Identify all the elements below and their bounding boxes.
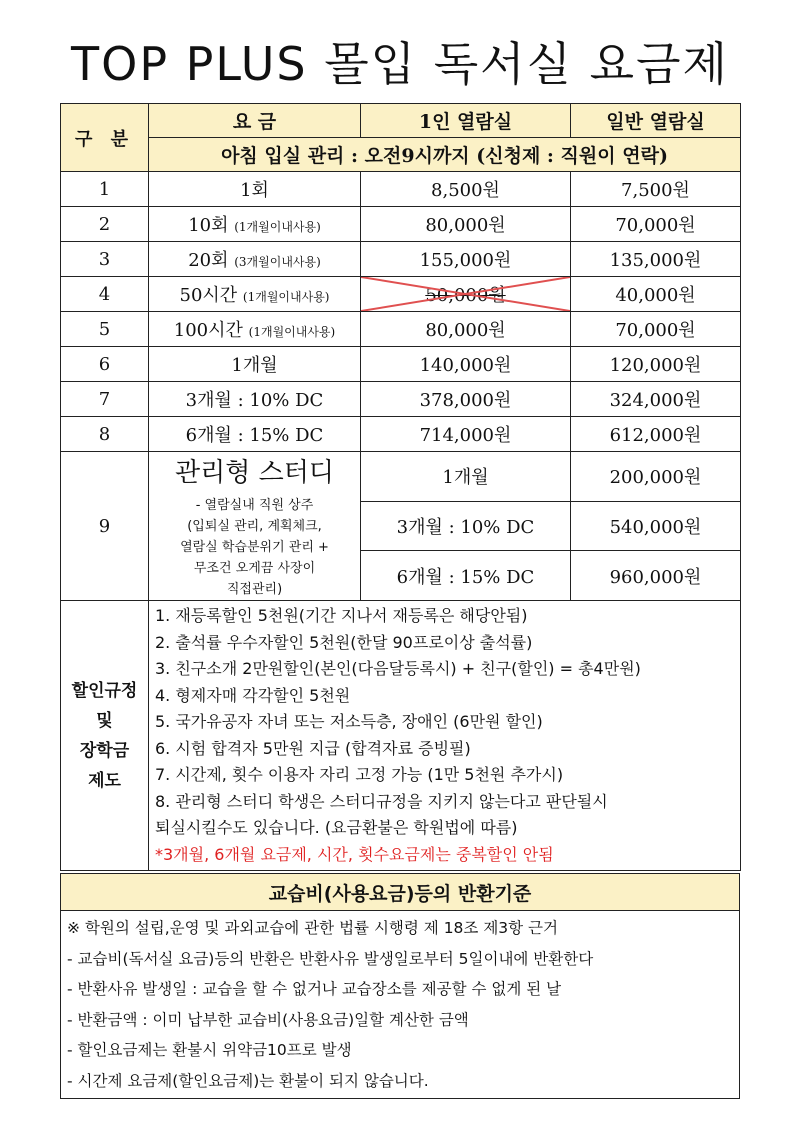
discount-item: 1. 재등록할인 5천원(기간 지나서 재등록은 해당안됨): [155, 606, 528, 625]
fee-cell: 20회 (3개월이내사용): [149, 242, 361, 277]
discount-item: 8. 관리형 스터디 학생은 스터디규정을 지키지 않는다고 판단될시: [155, 791, 608, 811]
single-price: 378,000원: [361, 382, 571, 417]
single-price: 80,000원: [361, 207, 571, 242]
general-price: 120,000원: [571, 347, 741, 382]
refund-line: - 할인요금제는 환불시 위약금10프로 발생: [67, 1041, 352, 1059]
single-room-header: 1인 열람실: [361, 104, 571, 138]
refund-line: - 교습비(독서실 요금)등의 반환은 반환사유 발생일로부터 5일이내에 반환한다: [67, 949, 594, 968]
study-description: [149, 452, 361, 601]
fee-note: (1개월이내사용): [234, 220, 321, 234]
discount-item: 6. 시험 합격자 5만원 지급 (합격자료 증빙필): [155, 738, 471, 758]
study-title: 관리형 스터디: [175, 458, 334, 488]
general-price: 40,000원: [571, 277, 741, 312]
row-number: 2: [61, 207, 149, 242]
row-number: 9: [61, 452, 149, 601]
discount-label: 할인규정 및 장학금 제도: [61, 601, 149, 871]
morning-note: 아침 입실 관리 : 오전9시까지 (신청제 : 직원이 연락): [149, 138, 741, 172]
single-price: 714,000원: [361, 417, 571, 452]
study-price: 540,000원: [571, 501, 741, 551]
study-period: 3개월 : 10% DC: [361, 501, 571, 551]
discount-item: 4. 형제자매 각각할인 5천원: [155, 685, 351, 705]
refund-line: ※ 학원의 설립,운영 및 과외교습에 관한 법률 시행령 제 18조 제3항 근거: [67, 919, 558, 937]
row-number: 6: [61, 347, 149, 382]
cross-mark-icon: [361, 277, 570, 311]
refund-line: - 시간제 요금제(할인요금제)는 환불이 되지 않습니다.: [67, 1071, 429, 1090]
refund-policy-table: [60, 873, 740, 1099]
study-period: 6개월 : 15% DC: [361, 551, 571, 601]
row-number: 1: [61, 172, 149, 207]
row-number: 4: [61, 277, 149, 312]
row-number: 5: [61, 312, 149, 347]
discount-item: 7. 시간제, 횟수 이용자 자리 고정 가능 (1만 5천원 추가시): [155, 765, 564, 784]
fee-cell: 6개월 : 15% DC: [149, 417, 361, 452]
row-number: 7: [61, 382, 149, 417]
gubun-header: 구 분: [61, 104, 149, 172]
fee-note: (1개월이내사용): [242, 290, 330, 304]
discount-rules: [149, 601, 741, 871]
row-number: 8: [61, 417, 149, 452]
table-row: [61, 277, 741, 312]
fee-cell: 100시간 (1개월이내사용): [149, 312, 361, 347]
table-row: [61, 347, 741, 382]
table-row: [61, 382, 741, 417]
general-room-header: 일반 열람실: [571, 104, 741, 138]
study-price: 960,000원: [571, 551, 741, 601]
table-row: [61, 417, 741, 452]
single-price: 8,500원: [361, 172, 571, 207]
study-desc-line: 무조건 오게끔 사장이: [193, 561, 316, 576]
single-price: 155,000원: [361, 242, 571, 277]
refund-body: [61, 911, 740, 1099]
study-period: 1개월: [361, 452, 571, 502]
refund-line: - 반환사유 발생일 : 교습을 할 수 없거나 교습장소를 제공할 수 없게 된 날: [67, 980, 562, 998]
price-table: [60, 103, 741, 871]
table-row: [61, 242, 741, 277]
fee-cell: 1회: [149, 172, 361, 207]
fee-note: (1개월이내사용): [248, 325, 336, 339]
discount-item: 5. 국가유공자 자녀 또는 저소득층, 장애인 (6만원 할인): [155, 712, 543, 731]
fee-cell: 1개월: [149, 347, 361, 382]
table-row: [61, 207, 741, 242]
single-price: 80,000원: [361, 312, 571, 347]
study-row: [61, 452, 741, 502]
discount-item: 퇴실시킬수도 있습니다. (요금환불은 학원법에 따름): [155, 818, 518, 837]
discount-row: [61, 601, 741, 871]
general-price: 612,000원: [571, 417, 741, 452]
general-price: 70,000원: [571, 207, 741, 242]
refund-line: - 반환금액 : 이미 납부한 교습비(사용요금)일할 계산한 금액: [67, 1010, 469, 1029]
table-row: [61, 312, 741, 347]
general-price: 324,000원: [571, 382, 741, 417]
fee-cell: 10회 (1개월이내사용): [149, 207, 361, 242]
general-price: 7,500원: [571, 172, 741, 207]
refund-heading: 교습비(사용요금)등의 반환기준: [61, 874, 740, 911]
row-number: 3: [61, 242, 149, 277]
single-price: 140,000원: [361, 347, 571, 382]
study-price: 200,000원: [571, 452, 741, 502]
fee-cell: 3개월 : 10% DC: [149, 382, 361, 417]
fee-note: (3개월이내사용): [234, 255, 321, 269]
study-desc-line: - 열람실내 직원 상주: [195, 498, 314, 513]
single-price-crossed-out: 50,000원: [361, 277, 571, 312]
study-desc-line: 열람실 학습분위기 관리 +: [180, 540, 329, 555]
study-desc-line: 직접관리): [226, 582, 283, 597]
fee-header: 요 금: [149, 104, 361, 138]
study-desc-line: (입퇴실 관리, 계획체크,: [187, 519, 322, 534]
page-title: TOP PLUS 몰입 독서실 요금제: [71, 37, 729, 91]
discount-warning: *3개월, 6개월 요금제, 시간, 횟수요금제는 중복할인 안됨: [155, 844, 554, 864]
general-price: 135,000원: [571, 242, 741, 277]
discount-item: 3. 친구소개 2만원할인(본인(다음달등록시) + 친구(할인) = 총4만원): [155, 659, 641, 678]
table-row: [61, 172, 741, 207]
general-price: 70,000원: [571, 312, 741, 347]
fee-cell: 50시간 (1개월이내사용): [149, 277, 361, 312]
discount-item: 2. 출석률 우수자할인 5천원(한달 90프로이상 출석률): [155, 632, 533, 652]
